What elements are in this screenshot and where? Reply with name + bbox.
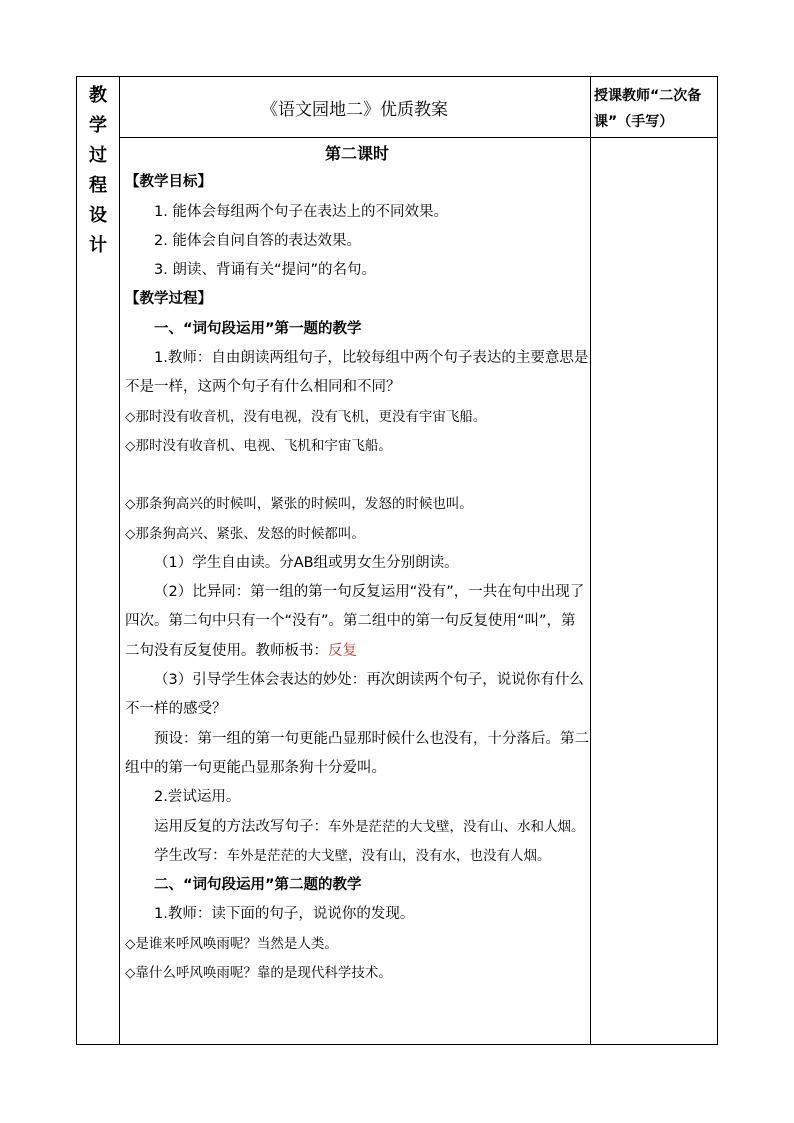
part2-intro: 1.教师：读下面的句子，说说你的发现。: [154, 906, 415, 923]
step-1: （1）学生自由读。分AB组或男女生分别朗读。: [154, 554, 459, 571]
try-task: [125, 813, 589, 842]
goal-item: 3. 朗读、背诵有关“提问”的名句。: [154, 262, 376, 279]
try-task-quote: 车外是茫茫的大戈壁，没有山、水和人烟。: [328, 818, 585, 835]
column-divider-right: [590, 77, 591, 1044]
lesson-content: [125, 139, 589, 988]
part1-heading: 一、“词句段运用”第一题的教学: [154, 320, 362, 337]
section-label-column: [77, 77, 119, 281]
try-heading: 2.尝试运用。: [154, 789, 241, 806]
example-sentence: ◇那时没有收音机、电视、飞机和宇宙飞船。: [125, 437, 392, 454]
goal-item: 2. 能体会自问自答的表达效果。: [154, 232, 361, 249]
section-label-char: 过: [89, 145, 107, 166]
teacher-notes-header: 授课教师“二次备课”（手写）: [594, 88, 702, 130]
example-sentence: ◇那时没有收音机，没有电视，没有飞机，更没有宇宙飞船。: [125, 408, 487, 425]
example-sentence: ◇靠什么呼风唤雨呢？靠的是现代科学技术。: [125, 965, 392, 982]
try-task-label: 运用反复的方法改写句子：: [154, 818, 328, 835]
section-label-char: 计: [89, 235, 107, 256]
process-heading: 【教学过程】: [125, 291, 212, 308]
step-2: [125, 578, 589, 666]
student-rewrite: [125, 842, 589, 871]
student-label: 学生改写：: [154, 847, 227, 864]
section-label-char: 程: [89, 175, 107, 196]
header-row-divider: [119, 137, 717, 138]
goals-heading: 【教学目标】: [125, 174, 212, 191]
student-quote: 车外是茫茫的大戈壁，没有山，没有水，也没有人烟。: [226, 847, 551, 864]
example-sentence: ◇是谁来呼风唤雨呢？当然是人类。: [125, 935, 338, 952]
lesson-plan-table: [76, 76, 718, 1045]
board-writing: 反复: [328, 642, 357, 659]
part2-heading: 二、“词句段运用”第二题的教学: [154, 877, 362, 894]
section-label-char: 教: [89, 85, 107, 106]
document-title: 《语文园地二》优质教案: [261, 99, 448, 120]
section-label-char: 学: [89, 115, 107, 136]
example-sentence: ◇那条狗高兴、紧张、发怒的时候都叫。: [125, 525, 365, 542]
goal-item: 1. 能体会每组两个句子在表达上的不同效果。: [154, 203, 448, 220]
section-label-char: 设: [89, 205, 107, 226]
column-divider-left: [119, 77, 120, 1044]
part1-intro: 1.教师：自由朗读两组句子，比较每组中两个句子表达的主要意思是不是一样，这两个句子有什么相同和不同？: [125, 350, 589, 396]
lesson-title: 第二课时: [324, 144, 389, 163]
example-sentence: ◇那条狗高兴的时候叫，紧张的时候叫，发怒的时候也叫。: [125, 496, 473, 513]
step-2-text: （2）比异同：第一组的第一句反复运用“没有”，一共在句中出现了四次。第二句中只有一个“没有”。第二组中的第一句反复使用“叫”，第二句没有反复使用。教师板书：: [125, 584, 585, 659]
step-3: （3）引导学生体会表达的妙处：再次朗读两个句子，说说你有什么不一样的感受？: [125, 672, 584, 718]
preset-answer: 预设：第一组的第一句更能凸显那时候什么也没有，十分落后。第二组中的第一句更能凸显那条狗十分爱叫。: [125, 730, 589, 776]
